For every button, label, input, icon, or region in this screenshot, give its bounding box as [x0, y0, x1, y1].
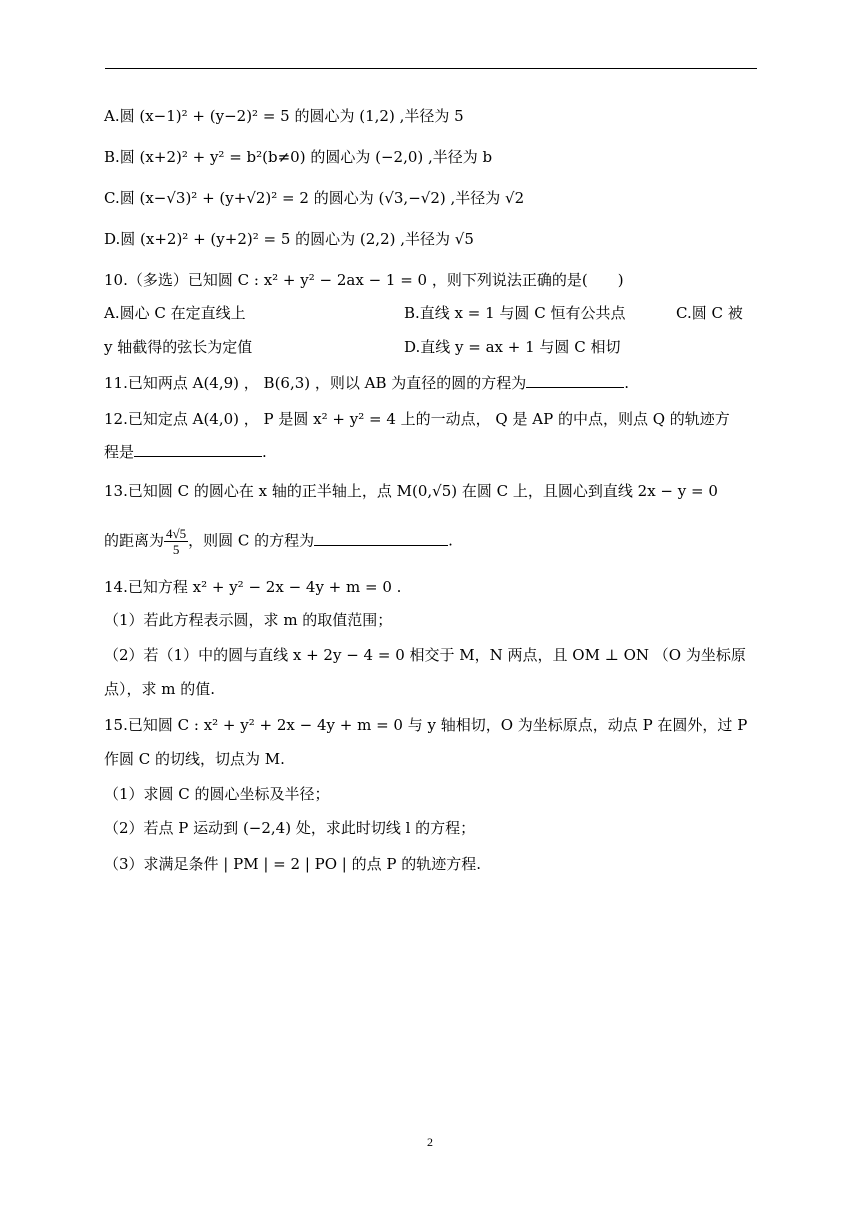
question-15-part3: （3）求满足条件 | PM | = 2 | PO | 的点 P 的轨迹方程. [104, 855, 482, 873]
question-10-stem: 10.（多选）已知圆 C : x² + y² − 2ax − 1 = 0 ，则下列说法正确的是( ) [104, 271, 624, 289]
page-number: 2 [427, 1135, 433, 1149]
distance-fraction [164, 526, 188, 557]
question-15-line1: 15.已知圆 C : x² + y² + 2x − 4y + m = 0 与 y 轴相切，O 为坐标原点，动点 P 在圆外，过 P [104, 716, 748, 734]
option-10c-end: y 轴截得的弦长为定值 [104, 338, 253, 356]
answer-blank-13[interactable] [314, 531, 448, 546]
question-12-line2 [104, 442, 267, 462]
question-15-line2: 作圆 C 的切线，切点为 M. [104, 750, 285, 768]
question-13-text-b: ，则圆 C 的方程为 [188, 531, 315, 550]
option-9d: D.圆 (x+2)² + (y+2)² = 5 的圆心为 (2,2) ,半径为 √5 [104, 230, 474, 248]
question-13-line1: 13.已知圆 C 的圆心在 x 轴的正半轴上，点 M(0,√5) 在圆 C 上，且圆心到直线 2x − y = 0 [104, 482, 718, 500]
answer-blank-11[interactable] [526, 373, 624, 388]
question-11-period: . [624, 374, 630, 392]
question-13-text-a: 的距离为 [104, 531, 165, 550]
question-11 [104, 373, 629, 393]
question-12-text: 程是 [104, 443, 135, 461]
question-12-period: . [262, 443, 267, 461]
question-14-part2-line1: （2）若（1）中的圆与直线 x + 2y − 4 = 0 相交于 M，N 两点，且 OM ⊥ ON （O 为坐标原 [104, 646, 746, 664]
option-9a: A.圆 (x−1)² + (y−2)² = 5 的圆心为 (1,2) ,半径为 5 [104, 107, 464, 125]
option-9b: B.圆 (x+2)² + y² = b²(b≠0) 的圆心为 (−2,0) ,半径为 b [104, 148, 493, 166]
option-10a: A.圆心 C 在定直线上 [104, 304, 246, 322]
fraction-denominator: 5 [172, 542, 180, 557]
option-9c: C.圆 (x−√3)² + (y+√2)² = 2 的圆心为 (√3,−√2) ,半径为 √2 [104, 189, 525, 207]
answer-blank-12[interactable] [134, 442, 262, 457]
question-12-line1: 12.已知定点 A(4,0) ， P 是圆 x² + y² = 4 上的一动点， Q 是 AP 的中点，则点 Q 的轨迹方 [104, 410, 730, 428]
option-10c-start: C.圆 C 被 [676, 304, 743, 322]
question-15-part2: （2）若点 P 运动到 (−2,4) 处，求此时切线 l 的方程； [104, 819, 476, 837]
option-10d: D.直线 y = ax + 1 与圆 C 相切 [404, 338, 621, 356]
option-10b: B.直线 x = 1 与圆 C 恒有公共点 [404, 304, 626, 322]
fraction-numerator: 4√5 [166, 526, 187, 541]
question-13-line2 [104, 526, 453, 557]
header-rule [105, 68, 757, 69]
question-14-part1: （1）若此方程表示圆，求 m 的取值范围； [104, 611, 393, 629]
question-15-part1: （1）求圆 C 的圆心坐标及半径； [104, 785, 330, 803]
question-13-period: . [448, 531, 453, 550]
question-14-part2-line2: 点），求 m 的值. [104, 680, 216, 698]
question-14-stem: 14.已知方程 x² + y² − 2x − 4y + m = 0 . [104, 578, 402, 596]
question-11-text: 11.已知两点 A(4,9) ， B(6,3) ，则以 AB 为直径的圆的方程为 [104, 374, 527, 392]
